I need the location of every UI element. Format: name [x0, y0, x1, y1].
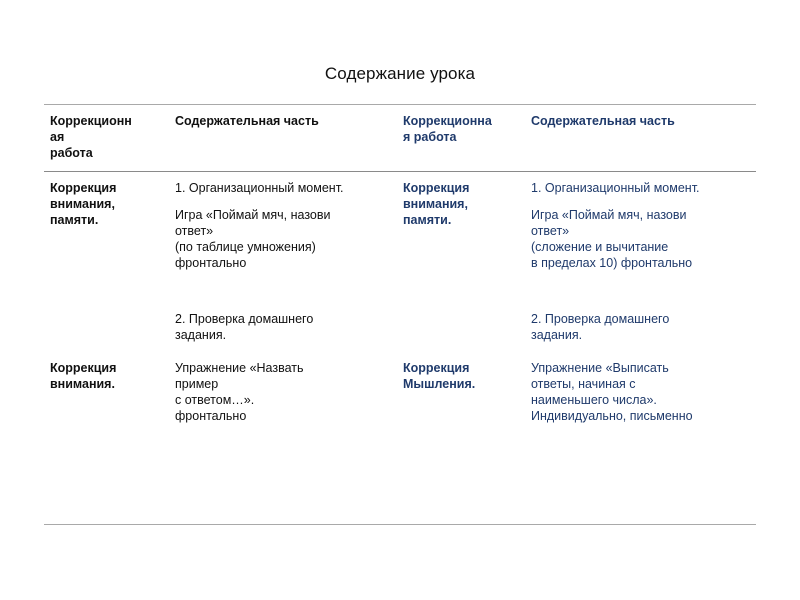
table-header-row [44, 105, 756, 172]
row1-content-1-item1: 1. Организационный момент. [175, 181, 344, 195]
row2-correction-1: Коррекция внимания. [44, 352, 169, 525]
header-correction-work-2: Коррекционна я работа [397, 105, 525, 172]
page-title: Содержание урока [324, 64, 476, 83]
table-row [44, 352, 756, 525]
row1-content-1-item3: 2. Проверка домашнего задания. [175, 312, 314, 342]
header-content-part-2: Содержательная часть [525, 105, 756, 172]
row1-content-2-item1: 1. Организационный момент. [531, 181, 700, 195]
row1-correction-1: Коррекция внимания, памяти. [50, 181, 117, 227]
header-content-part-1: Содержательная часть [169, 105, 397, 172]
table-row [44, 172, 756, 353]
lesson-table [44, 104, 756, 525]
row1-content-2-item2: Игра «Поймай мяч, назови ответ» (сложение и вычитание в пределах 10) фронтально [531, 208, 693, 270]
row1-content-1-item2: Игра «Поймай мяч, назови ответ» (по таблице умножения) фронтально [175, 208, 331, 270]
row1-content-1 [169, 172, 397, 353]
row2-content-1: Упражнение «Назвать пример с ответом…». фронтально [169, 352, 397, 525]
row1-content-2 [525, 172, 756, 353]
row1-correction-2: Коррекция внимания, памяти. [403, 181, 470, 227]
row2-content-2: Упражнение «Выписать ответы, начиная с наименьшего числа». Индивидуально, письменно [525, 352, 756, 525]
row2-correction-2: Коррекция Мышления. [397, 352, 525, 525]
header-correction-work-1: Коррекционн ая работа [44, 105, 169, 172]
row1-content-2-item3: 2. Проверка домашнего задания. [531, 312, 670, 342]
